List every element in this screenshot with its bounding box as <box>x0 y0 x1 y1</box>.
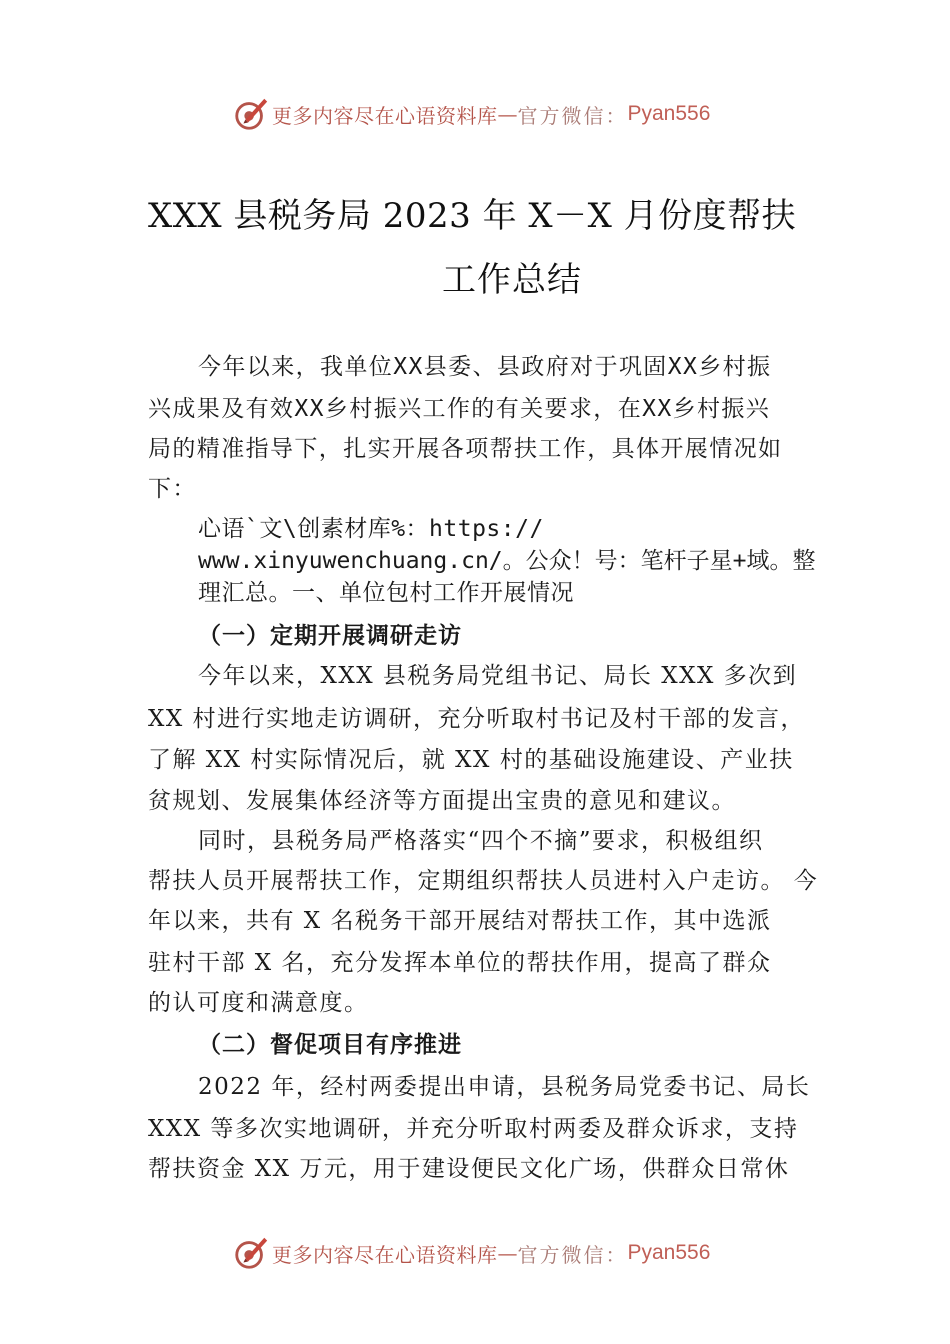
paragraph-line: 年以来，共有 X 名税务干部开展结对帮扶工作，其中选派 <box>148 908 772 934</box>
paragraph-line: 的认可度和满意度。 <box>148 990 369 1016</box>
paragraph-line: XXX 等多次实地调研，并充分听取村两委及群众诉求，支持 <box>148 1116 799 1142</box>
paragraph-line: 今年以来，XXX 县税务局党组书记、局长 XXX 多次到 <box>198 663 798 689</box>
paragraph-line: www.xinyuwenchuang.cn/。公众！号：笔杆子星+域。整 <box>198 548 816 574</box>
document-title-line1: XXX 县税务局 2023 年 X－X 月份度帮扶 <box>148 196 797 236</box>
banner-wechat-label: 官方微信： <box>517 103 628 128</box>
banner-separator: — <box>497 1241 518 1265</box>
banner-separator: — <box>497 102 518 126</box>
banner-text: 更多内容尽在心语资料库 <box>272 103 498 128</box>
document-title-line2: 工作总结 <box>442 260 582 300</box>
paragraph-line: 2022 年，经村两委提出申请，县税务局党委书记、局长 <box>198 1074 811 1100</box>
paragraph-line: 帮扶人员开展帮扶工作，定期组织帮扶人员进村入户走访。 今 <box>148 868 819 894</box>
footer-banner <box>232 1233 710 1273</box>
paragraph-line: 驻村干部 X 名，充分发挥本单位的帮扶作用，提高了群众 <box>148 950 772 976</box>
section-heading: （一）定期开展调研走访 <box>198 623 462 649</box>
paragraph-line: 心语`文\创素材库%：https:// <box>198 516 544 542</box>
header-banner <box>232 94 710 134</box>
banner-text: 更多内容尽在心语资料库 <box>272 1242 498 1267</box>
paragraph-line: 了解 XX 村实际情况后，就 XX 村的基础设施建设、产业扶 <box>148 747 794 773</box>
banner-wechat-label: 官方微信： <box>517 1242 628 1267</box>
paragraph-line: 局的精准指导下，扎实开展各项帮扶工作，具体开展情况如 <box>148 436 783 462</box>
paragraph-line: XX 村进行实地走访调研，充分听取村书记及村干部的发言， <box>148 706 806 732</box>
paragraph-line: 同时，县税务局严格落实“四个不摘”要求，积极组织 <box>198 828 764 854</box>
banner-wechat-id: Pyan556 <box>627 102 711 125</box>
paragraph-line: 帮扶资金 XX 万元，用于建设便民文化广场，供群众日常休 <box>148 1156 790 1182</box>
paragraph-line: 兴成果及有效XX乡村振兴工作的有关要求，在XX乡村振兴 <box>148 396 771 422</box>
paragraph-line: 今年以来，我单位XX县委、县政府对于巩固XX乡村振 <box>198 354 772 380</box>
pen-logo-icon <box>232 1234 270 1272</box>
section-heading: （二）督促项目有序推进 <box>198 1032 462 1058</box>
paragraph-line: 理汇总。一、单位包村工作开展情况 <box>198 580 574 606</box>
pen-logo-icon <box>232 95 270 133</box>
paragraph-line: 贫规划、发展集体经济等方面提出宝贵的意见和建议。 <box>148 788 736 814</box>
banner-wechat-id: Pyan556 <box>627 1241 711 1264</box>
paragraph-line: 下： <box>148 476 197 502</box>
